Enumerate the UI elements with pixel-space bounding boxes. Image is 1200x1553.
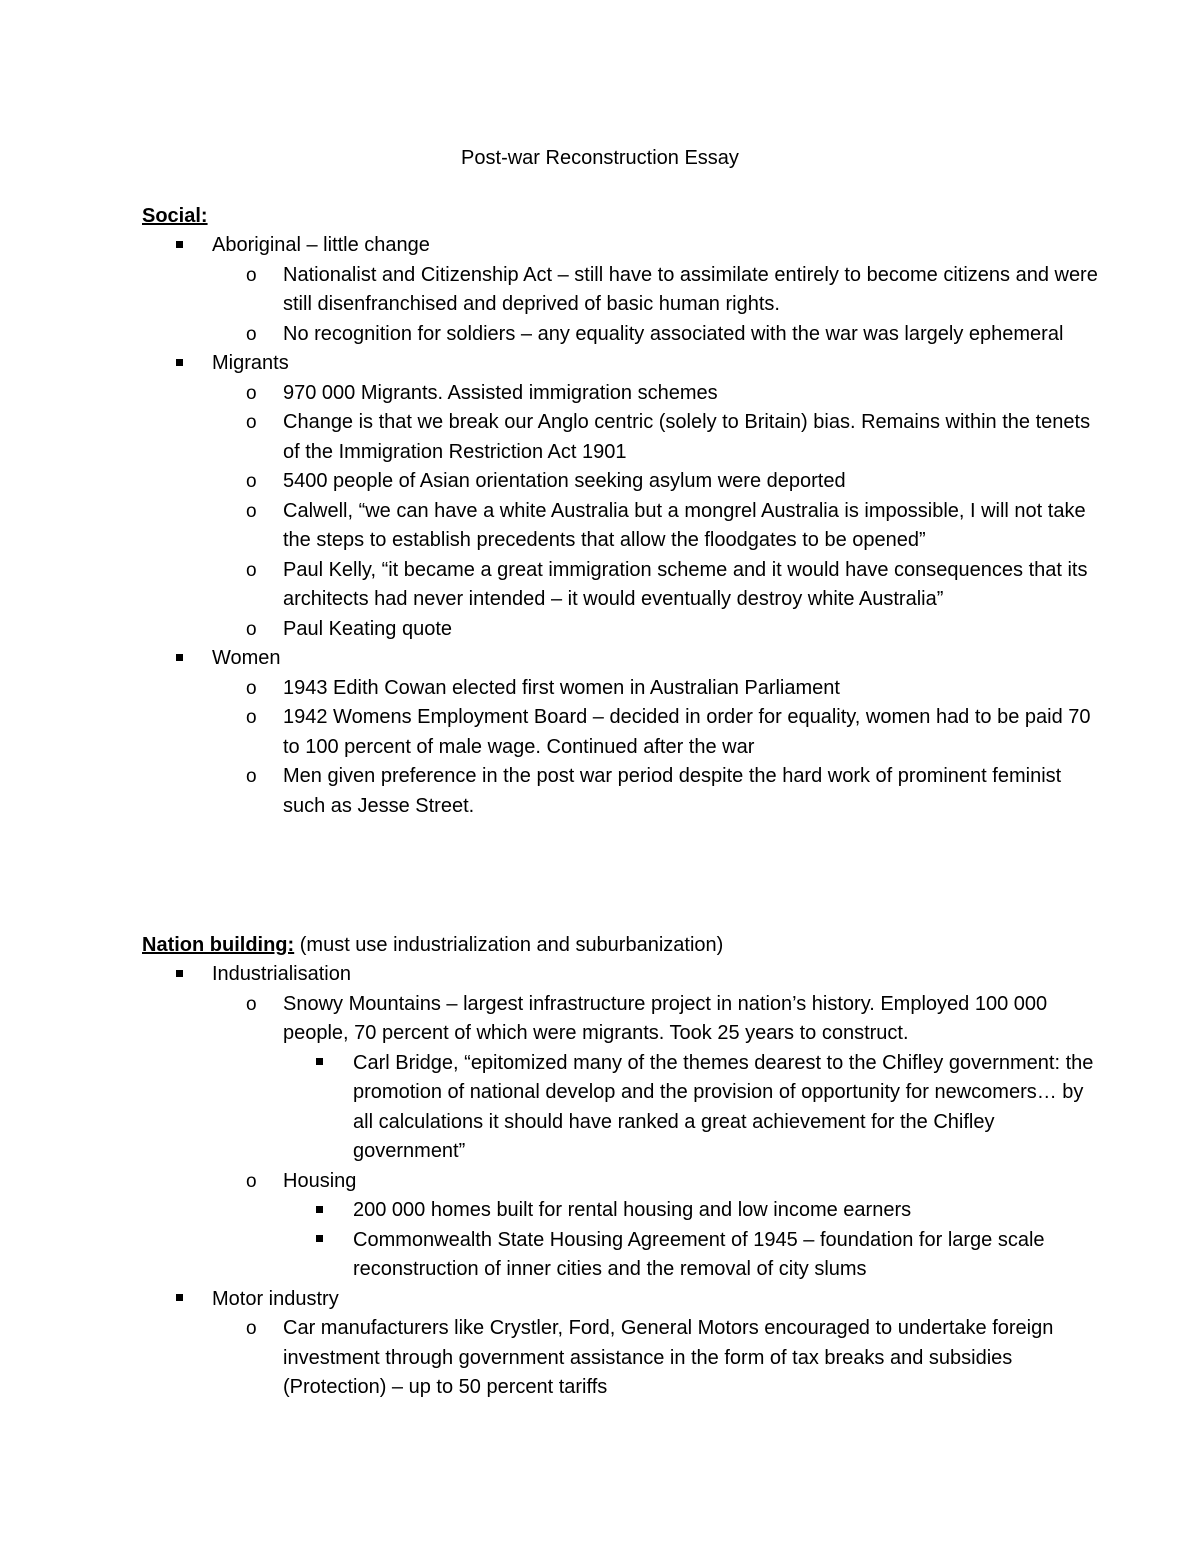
circle-bullet-icon: o	[246, 707, 257, 728]
social-section	[142, 202, 1102, 821]
square-bullet-icon	[176, 1285, 183, 1315]
square-bullet-icon	[316, 1226, 323, 1256]
page-title: Post-war Reconstruction Essay	[461, 147, 739, 169]
circle-bullet-icon: o	[246, 323, 257, 345]
square-bullet-icon	[316, 1049, 323, 1079]
list-item: o 970 000 Migrants. Assisted immigration schemes	[142, 379, 1102, 409]
list-item: o 1943 Edith Cowan elected first women in Australian Parliament	[142, 674, 1102, 704]
list-item: o Paul Keating quote	[142, 615, 1102, 645]
section-heading-nation-building	[142, 931, 1102, 960]
social-heading-text: Social:	[142, 205, 208, 227]
circle-bullet-icon: o	[246, 471, 257, 492]
circle-bullet-icon: o	[246, 559, 257, 581]
list-item: o 5400 people of Asian orientation seeking asylum were deported	[142, 467, 1102, 497]
circle-bullet-icon: o	[246, 993, 257, 1015]
list-item: o Housing	[142, 1167, 1102, 1197]
list-item: Women	[142, 644, 1102, 674]
list-item: o Men given preference in the post war period despite the hard work of prominent feminist such as Jesse Street.	[142, 762, 1102, 821]
circle-bullet-icon: o	[246, 412, 257, 433]
square-bullet-icon	[176, 349, 183, 379]
list-item: o Nationalist and Citizenship Act – still have to assimilate entirely to become citizens and were still disenfranchised and deprived of basic human rights.	[142, 261, 1102, 320]
circle-bullet-icon: o	[246, 677, 257, 699]
circle-bullet-icon: o	[246, 382, 257, 404]
circle-bullet-icon: o	[246, 618, 257, 640]
social-list	[142, 231, 1102, 821]
circle-bullet-icon: o	[246, 766, 257, 787]
list-item: 200 000 homes built for rental housing and low income earners	[142, 1196, 1102, 1226]
list-item: Carl Bridge, “epitomized many of the themes dearest to the Chifley government: the promotion of national develop and the provision of opportunity for newcomers… by all calculations it should have ranked a great achievement for the Chifley government”	[142, 1049, 1102, 1167]
nation-building-section	[142, 931, 1102, 1403]
list-item: o Snowy Mountains – largest infrastructure project in nation’s history. Employed 100 000 people, 70 percent of which were migrants. Took 25 years to construct.	[142, 990, 1102, 1049]
list-item: o Paul Kelly, “it became a great immigration scheme and it would have consequences that its architects had never intended – it would eventually destroy white Australia”	[142, 556, 1102, 615]
square-bullet-icon	[316, 1196, 323, 1226]
nation-building-list	[142, 960, 1102, 1403]
circle-bullet-icon: o	[246, 1170, 257, 1192]
list-item: Migrants	[142, 349, 1102, 379]
circle-bullet-icon: o	[246, 1318, 257, 1339]
list-item: o Change is that we break our Anglo centric (solely to Britain) bias. Remains within the tenets of the Immigration Restriction Act 1901	[142, 408, 1102, 467]
list-item: o 1942 Womens Employment Board – decided in order for equality, women had to be paid 70 to 100 percent of male wage. Continued after the war	[142, 703, 1102, 762]
list-item: Commonwealth State Housing Agreement of 1945 – foundation for large scale reconstruction of inner cities and the removal of city slums	[142, 1226, 1102, 1285]
list-item: o Car manufacturers like Crystler, Ford, General Motors encouraged to undertake foreign investment through government assistance in the form of tax breaks and subsidies (Protection) – up to 50 percent tariffs	[142, 1314, 1102, 1403]
list-item: o Calwell, “we can have a white Australia but a mongrel Australia is impossible, I will not take the steps to establish precedents that allow the floodgates to be opened”	[142, 497, 1102, 556]
list-item: o No recognition for soldiers – any equality associated with the war was largely ephemeral	[142, 320, 1102, 350]
nation-heading-text: Nation building:	[142, 934, 295, 956]
circle-bullet-icon: o	[246, 264, 257, 286]
square-bullet-icon	[176, 231, 183, 261]
list-item: Industrialisation	[142, 960, 1102, 990]
section-heading-social	[142, 202, 1102, 231]
square-bullet-icon	[176, 960, 183, 990]
nation-heading-note: (must use industrialization and suburbanization)	[294, 934, 724, 956]
square-bullet-icon	[176, 644, 183, 674]
list-item: Motor industry	[142, 1285, 1102, 1315]
circle-bullet-icon: o	[246, 500, 257, 522]
list-item: Aboriginal – little change	[142, 231, 1102, 261]
